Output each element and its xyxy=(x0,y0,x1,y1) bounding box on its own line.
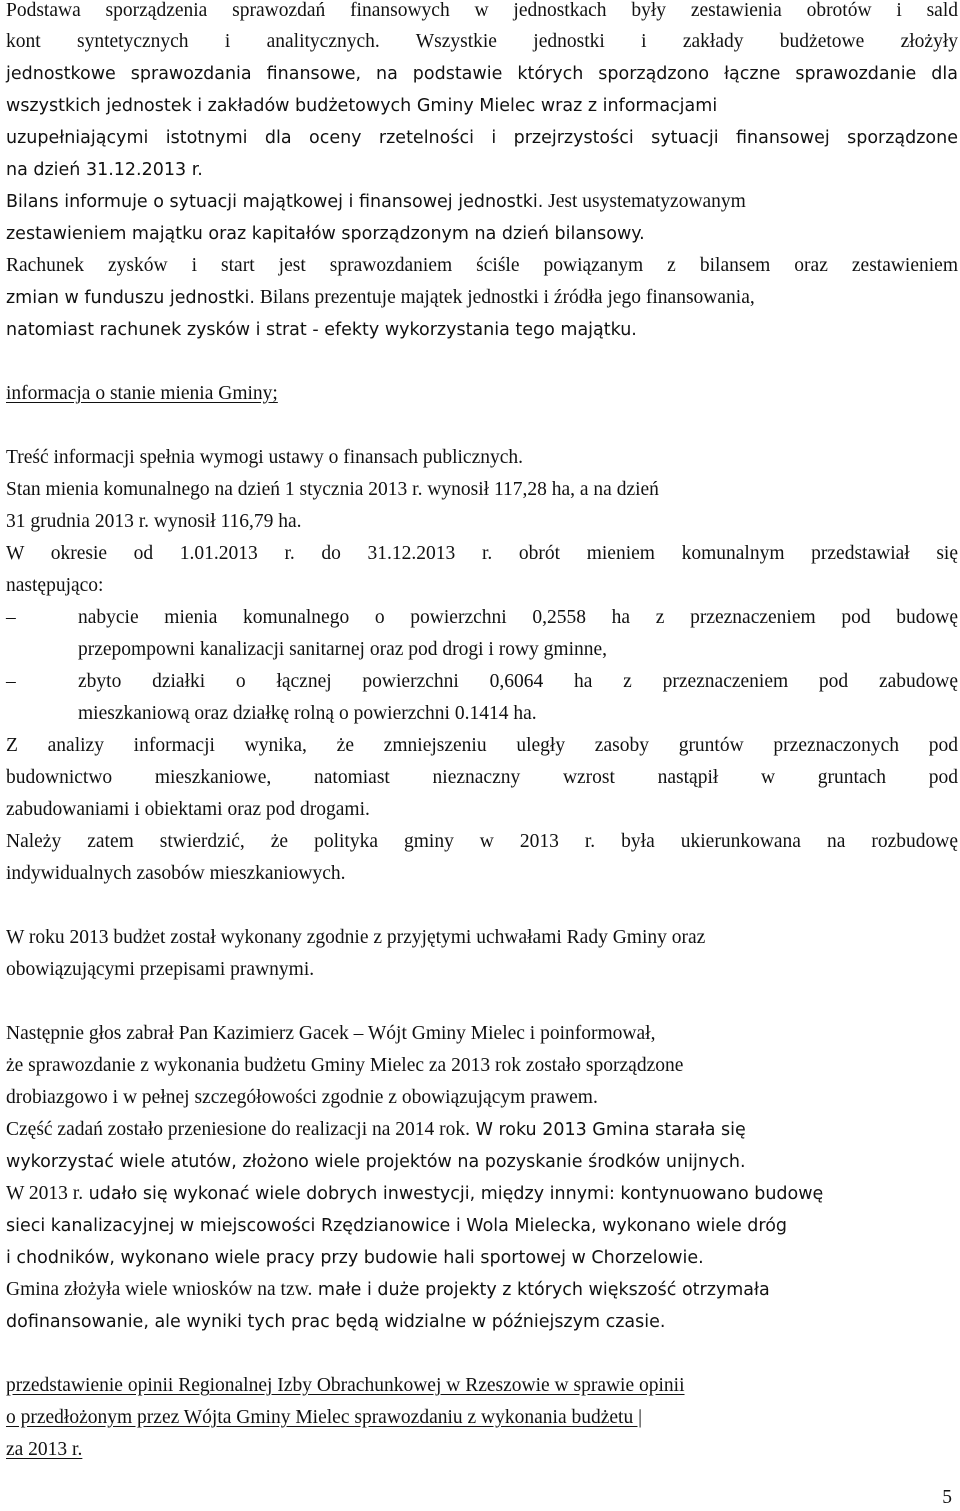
text-span: zmian w funduszu jednostki. xyxy=(6,288,255,308)
text-line: jednostkowe sprawozdania finansowe, na podstawie których sporządzono łączne sprawozdanie dla xyxy=(6,64,958,84)
text-line: wszystkich jednostek i zakładów budżetowych Gminy Mielec wraz z informacjami xyxy=(6,96,718,116)
text-line: natomiast rachunek zysków i strat - efekty wykorzystania tego majątku. xyxy=(6,320,637,340)
text-span: Gmina złożyła wiele wniosków na tzw. xyxy=(6,1279,313,1300)
text-line: Z analizy informacji wynika, że zmniejszeniu uległy zasoby gruntów przeznaczonych pod xyxy=(6,735,958,756)
text-line: obowiązującymi przepisami prawnymi. xyxy=(6,959,315,980)
text-line: na dzień 31.12.2013 r. xyxy=(6,160,203,180)
text-line: drobiazgowo i w pełnej szczegółowości zgodnie z obowiązującym prawem. xyxy=(6,1087,598,1108)
text-line: zabudowaniami i obiektami oraz pod drogami. xyxy=(6,799,370,820)
text-span: Jest usystematyzowanym xyxy=(543,191,746,212)
text-line: kont syntetycznych i analitycznych. Wszystkie jednostki i zakłady budżetowe złożyły xyxy=(6,31,958,52)
text-line: Następnie głos zabrał Pan Kazimierz Gacek – Wójt Gminy Mielec i poinformował, xyxy=(6,1023,656,1044)
text-line xyxy=(6,1279,770,1301)
section-heading: o przedłożonym przez Wójta Gminy Mielec sprawozdaniu z wykonania budżetu | xyxy=(6,1407,642,1428)
text-span: W 2013 r. xyxy=(6,1183,84,1204)
text-line: W roku 2013 budżet został wykonany zgodnie z przyjętymi uchwałami Rady Gminy oraz xyxy=(6,927,706,948)
text-line: indywidualnych zasobów mieszkaniowych. xyxy=(6,863,346,884)
text-line: 31 grudnia 2013 r. wynosił 116,79 ha. xyxy=(6,511,302,532)
text-span: Bilans informuje o sytuacji majątkowej i finansowej jednostki. xyxy=(6,192,544,212)
text-line: sieci kanalizacyjnej w miejscowości Rzędzianowice i Wola Mielecka, wykonano wiele dróg xyxy=(6,1216,788,1236)
text-line: Należy zatem stwierdzić, że polityka gminy w 2013 r. była ukierunkowana na rozbudowę xyxy=(6,831,958,852)
dash-bullet: – xyxy=(6,607,16,628)
section-heading: informacja o stanie mienia Gminy; xyxy=(6,383,278,404)
text-span: małe i duże projekty z których większość otrzymała xyxy=(312,1280,770,1300)
text-line xyxy=(6,1119,746,1141)
text-line: zestawieniem majątku oraz kapitałów sporządzonym na dzień bilansowy. xyxy=(6,224,645,244)
text-span: Bilans prezentuje majątek jednostki i źródła jego finansowania, xyxy=(254,287,755,308)
text-line: mieszkaniową oraz działkę rolną o powierzchni 0.1414 ha. xyxy=(78,703,537,724)
text-line: uzupełniającymi istotnymi dla oceny rzetelności i przejrzystości sytuacji finansowej sporządzone xyxy=(6,128,958,148)
dash-bullet: – xyxy=(6,671,16,692)
text-line: nabycie mienia komunalnego o powierzchni 0,2558 ha z przeznaczeniem pod budowę xyxy=(78,607,958,628)
text-line: Stan mienia komunalnego na dzień 1 stycznia 2013 r. wynosił 117,28 ha, a na dzień xyxy=(6,479,659,500)
section-heading: za 2013 r. xyxy=(6,1439,83,1460)
text-line: następująco: xyxy=(6,575,104,596)
text-line: wykorzystać wiele atutów, złożono wiele projektów na pozyskanie środków unijnych. xyxy=(6,1152,746,1172)
text-line xyxy=(6,1183,823,1205)
text-line: Podstawa sporządzenia sprawozdań finansowych w jednostkach były zestawienia obrotów i sald xyxy=(6,0,958,21)
page-number: 5 xyxy=(942,1487,952,1508)
text-line: przepompowni kanalizacji sanitarnej oraz pod drogi i rowy gminne, xyxy=(78,639,608,660)
section-heading: przedstawienie opinii Regionalnej Izby Obrachunkowej w Rzeszowie w sprawie opinii xyxy=(6,1375,685,1396)
text-line: i chodników, wykonano wiele pracy przy budowie hali sportowej w Chorzelowie. xyxy=(6,1248,704,1268)
text-line: zbyto działki o łącznej powierzchni 0,6064 ha z przeznaczeniem pod zabudowę xyxy=(78,671,958,692)
text-span: Część zadań zostało przeniesione do realizacji na 2014 rok. xyxy=(6,1119,471,1140)
text-line: budownictwo mieszkaniowe, natomiast nieznaczny wzrost nastąpił w gruntach pod xyxy=(6,767,958,788)
text-line xyxy=(6,191,746,213)
text-line: Treść informacji spełnia wymogi ustawy o finansach publicznych. xyxy=(6,447,523,468)
text-line: W okresie od 1.01.2013 r. do 31.12.2013 r. obrót mieniem komunalnym przedstawiał się xyxy=(6,543,958,564)
text-line xyxy=(6,287,755,309)
text-line: że sprawozdanie z wykonania budżetu Gminy Mielec za 2013 rok zostało sporządzone xyxy=(6,1055,684,1076)
text-span: W roku 2013 Gmina starała się xyxy=(470,1120,746,1140)
text-line: Rachunek zysków i start jest sprawozdaniem ściśle powiązanym z bilansem oraz zestawieniem xyxy=(6,255,958,276)
text-span: udało się wykonać wiele dobrych inwestycji, między innymi: kontynuowano budowę xyxy=(83,1184,824,1204)
text-line: dofinansowanie, ale wyniki tych prac będą widzialne w późniejszym czasie. xyxy=(6,1312,666,1332)
